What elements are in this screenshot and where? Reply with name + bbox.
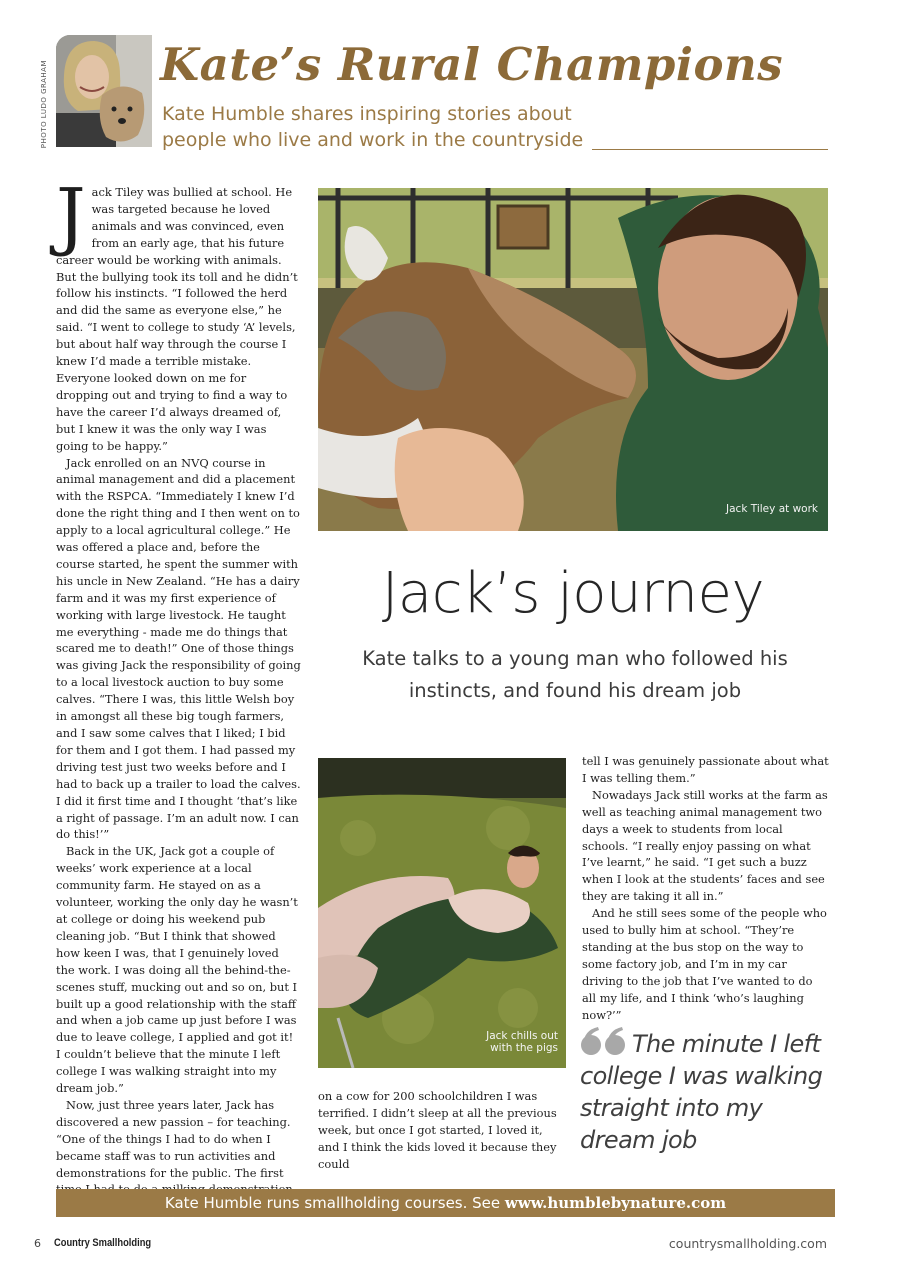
pull-quote (580, 1026, 830, 1156)
drop-cap: J (56, 173, 86, 259)
pig-photo (318, 758, 566, 1068)
article-paragraph: Jack Tiley was bullied at school. He was targeted because he loved animals and was convinced, even from an early age, that his future career would be working with animals. But the bullying took its toll and he didn’t follow his instincts. “I followed the herd and did the same as everyone else,” he said. “I went to college to study ‘A’ levels, but about half way through the course I knew I’d made a terrible mistake. Everyone looked down on me for dropping out and trying to find a way to have the career I’d always dreamed of, but I knew it was the only way I was going to be happy.” (56, 173, 298, 453)
header-rule (592, 149, 828, 150)
article-paragraph: Nowadays Jack still works at the farm as well as teaching animal management two days a week to students from local schools. “I really enjoy passing on what I’ve learnt,” he said. “I get such a buzz when I look at the students’ faces and see they are taking it all in.” (582, 787, 828, 904)
article-paragraph: And he still sees some of the people who used to bully him at school. “They’re standing at the bus stop on the way to some factory job, and I’m in my car driving to the job that I’ve wanted to do all my life, and I think ‘who’s laughing now?’” (582, 906, 827, 1022)
article-column-left (56, 173, 301, 1198)
footer-banner (56, 1189, 835, 1217)
column-title: Kate’s Rural Champions (160, 38, 784, 91)
article-paragraph: on a cow for 200 schoolchildren I was terrified. I didn’t sleep at all the previous week, but once I got started, I loved it, and I think the kids loved it because they could (318, 1089, 557, 1171)
page-number: 6 (34, 1237, 41, 1250)
photo-credit: PHOTO LUDO GRAHAM (40, 60, 48, 149)
site-url[interactable]: countrysmallholding.com (668, 1236, 827, 1251)
article-column-middle (318, 1088, 560, 1173)
article-paragraph: Jack enrolled on an NVQ course in animal management and did a placement with the RSPCA. “Immediately I knew I’d done the right thing and I then went on to apply to a local agricultural college.” He was offered a place and, before the course started, he spent the summer with his uncle in New Zealand. “He has a dairy farm and it was my first experience of working with large livestock. He taught me everything - made me do things that scared me to death!” One of those things was giving Jack the responsibility of going to a local livestock auction to buy some calves. “There I was, this little Welsh boy in amongst all these big tough farmers, and I saw some calves that I liked; I bid for them and I got them. I had passed my driving test just two weeks before and I had to back up a trailer to load the calves. I did it first time and I thought ‘that’s like a right of passage. I’m an adult now. I can do this!’” (56, 455, 301, 842)
footer-banner-link[interactable]: www.humblebynature.com (504, 1194, 727, 1212)
pig-photo-image (318, 758, 566, 1068)
magazine-name: Country Smallholding (54, 1237, 152, 1249)
article-paragraph: Now, just three years later, Jack has discovered a new passion – for teaching. “One of the things I had to do when I became staff was to run activities and demonstrations for the public. The first (56, 1097, 291, 1180)
article-headline: Jack’s journey (381, 561, 765, 626)
pull-quote-text: The minute I left college I was walking straight into my dream job (580, 1030, 823, 1154)
article-column-right (582, 753, 830, 1024)
footer-banner-text: Kate Humble runs smallholding courses. See (164, 1194, 505, 1212)
goat-photo-image (318, 188, 828, 531)
quote-marks-icon (580, 1026, 628, 1056)
author-photo (56, 35, 152, 147)
column-subtitle: Kate Humble shares inspiring stories about people who live and work in the countryside (162, 103, 584, 151)
main-photo (318, 188, 828, 531)
author-photo-image (56, 35, 152, 147)
main-photo-caption: Jack Tiley at work (726, 503, 818, 515)
article-paragraph: Back in the UK, Jack got a couple of weeks’ work experience at a local community farm. He stayed on as a volunteer, working the only day he wasn’t at college or doing his weekend pub cleaning job. “But I think that showed how keen I was, that I genuinely loved the work. I was doing all the behind-the-scenes stuff, mucking out and so on, but I built up a good relationship with the staff and when a job came up just before I was due to leave college, I applied and got it! I couldn’t believe that the minute I left college I was walking straight into my dream job.” (56, 844, 298, 1096)
article-paragraph: tell I was genuinely passionate about what I was telling them.” (582, 754, 829, 785)
article-standfirst: Kate talks to a young man who followed his instincts, and found his dream job (362, 647, 788, 702)
pig-photo-caption: Jack chills out with the pigs (486, 1030, 558, 1054)
